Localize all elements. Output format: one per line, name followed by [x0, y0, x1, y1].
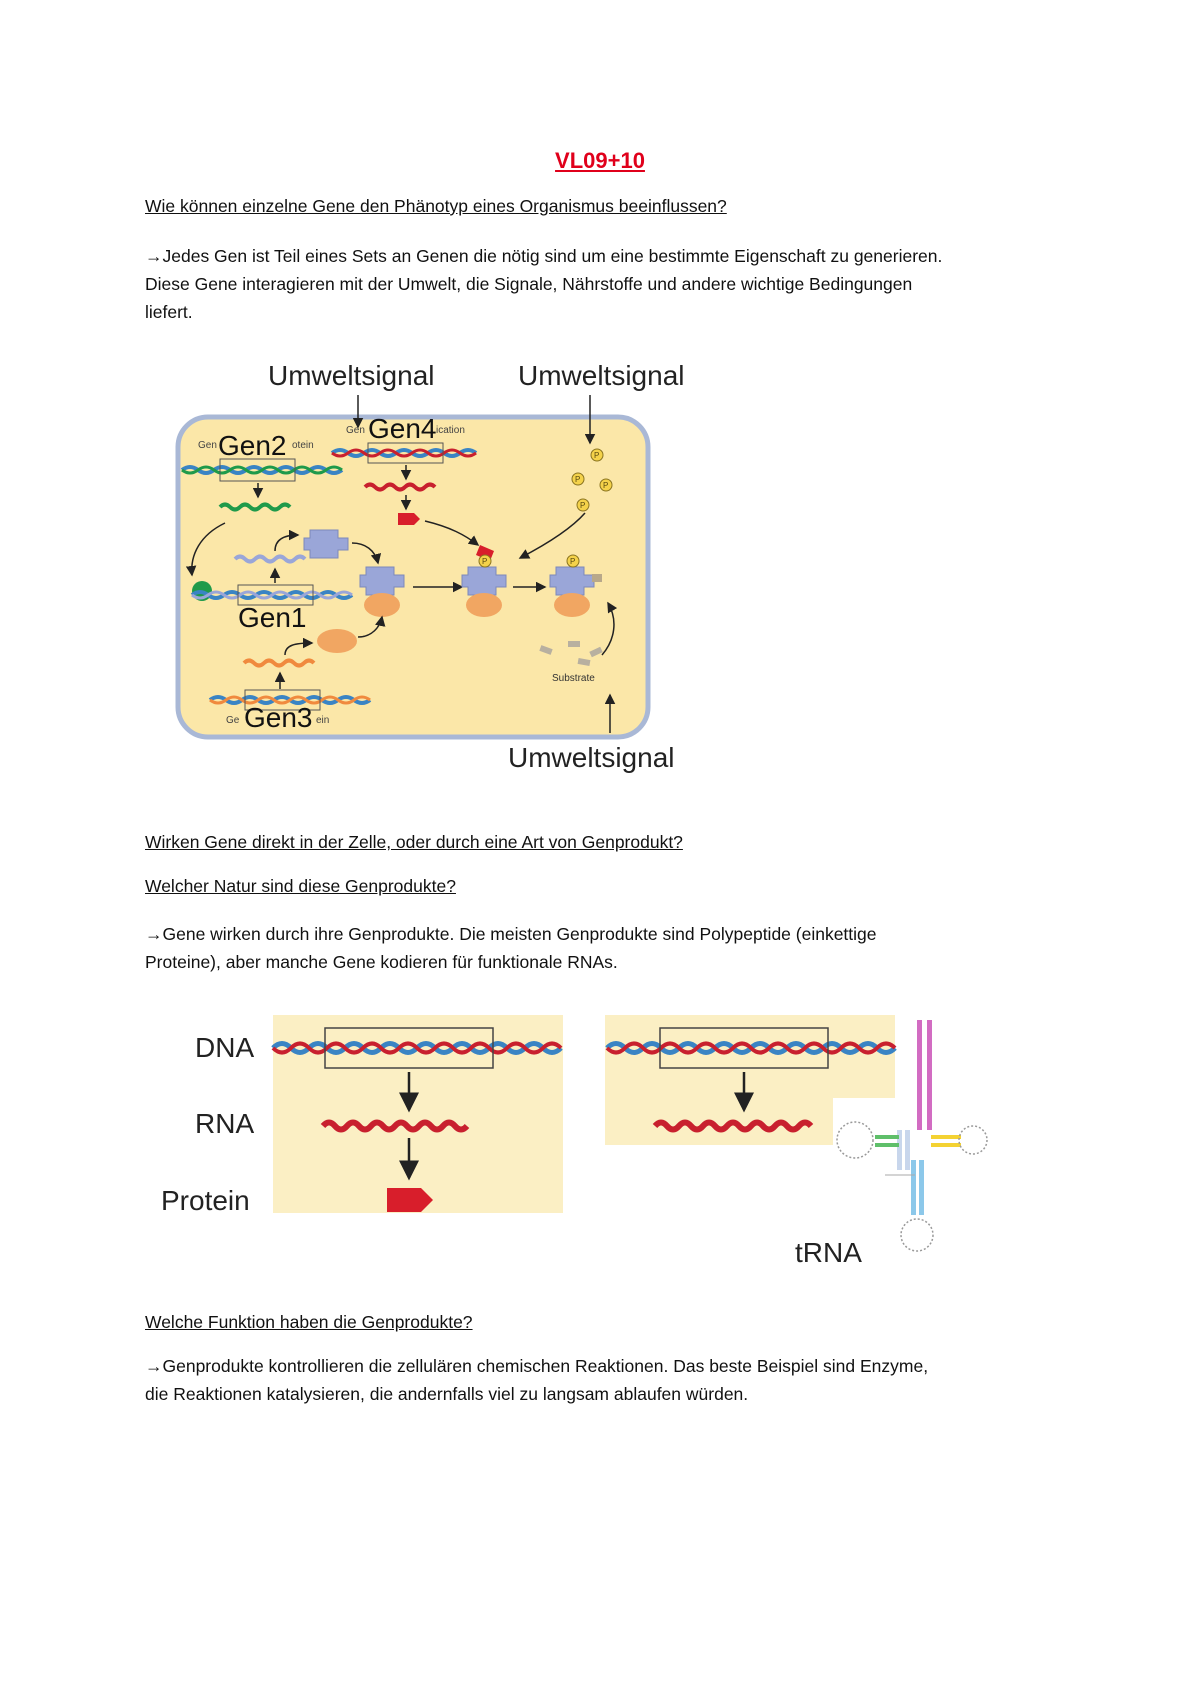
svg-text:P: P — [482, 557, 488, 566]
answer-phenotype — [145, 242, 1075, 326]
rna-label: RNA — [195, 1108, 255, 1139]
answer-gene-function — [145, 1352, 1075, 1408]
svg-text:P: P — [570, 557, 576, 566]
answer-phenotype-line2: Diese Gene interagieren mit der Umwelt, die Signale, Nährstoffe und andere wichtige Bedingungen — [145, 274, 913, 294]
answer-phenotype-line1: →Jedes Gen ist Teil eines Sets an Genen die nötig sind um eine bestimmte Eigenschaft zu generieren. — [145, 246, 943, 266]
dna-label: DNA — [195, 1032, 255, 1063]
gen3-label-right: ein — [316, 715, 330, 726]
gene-expression-figure — [155, 1010, 990, 1285]
signal-label-top-right: Umweltsignal — [518, 360, 685, 391]
svg-text:P: P — [594, 451, 600, 460]
answer-phenotype-line3: liefert. — [145, 302, 193, 322]
gen4-label-right: ication — [436, 425, 465, 436]
answer-gene-function-line2: die Reaktionen katalysieren, die andernfalls viel zu langsam ablaufen würden. — [145, 1384, 749, 1404]
question-gene-action: Wirken Gene direkt in der Zelle, oder durch eine Art von Genprodukt? — [145, 832, 683, 852]
page-title: VL09+10 — [555, 148, 645, 173]
question-gene-products: Welcher Natur sind diese Genprodukte? — [145, 876, 456, 896]
answer-gene-products — [145, 920, 1075, 976]
substrate-label: Substrate — [552, 673, 595, 684]
svg-text:P: P — [580, 501, 586, 510]
gen2-label-left: Gen — [198, 440, 217, 451]
gen3-label-left: Ge — [226, 715, 240, 726]
gen4-label: Gen4 — [368, 413, 437, 444]
question-gene-function: Welche Funktion haben die Genprodukte? — [145, 1312, 473, 1332]
gen2-label: Gen2 — [218, 430, 287, 461]
question-phenotype: Wie können einzelne Gene den Phänotyp eines Organismus beeinflussen? — [145, 196, 727, 216]
answer-gene-products-line1: →Gene wirken durch ihre Genprodukte. Die meisten Genprodukte sind Polypeptide (einkettige — [145, 924, 877, 944]
svg-text:P: P — [603, 481, 609, 490]
protein-label: Protein — [161, 1185, 250, 1216]
svg-text:P: P — [575, 475, 581, 484]
signal-label-bottom: Umweltsignal — [508, 742, 675, 773]
enzyme-subunit-orange — [317, 629, 357, 653]
gen4-label-left: Gen — [346, 425, 365, 436]
gen3-label: Gen3 — [244, 702, 313, 733]
gene-network-figure — [160, 355, 720, 785]
trna-label: tRNA — [795, 1237, 862, 1268]
answer-gene-products-line2: Proteine), aber manche Gene kodieren für funktionale RNAs. — [145, 952, 618, 972]
gen2-label-right: otein — [292, 440, 314, 451]
answer-gene-function-line1: →Genprodukte kontrollieren die zellulären chemischen Reaktionen. Das beste Beispiel sind Enzyme, — [145, 1356, 929, 1376]
signal-label-top-left: Umweltsignal — [268, 360, 435, 391]
gen1-label: Gen1 — [238, 602, 307, 633]
